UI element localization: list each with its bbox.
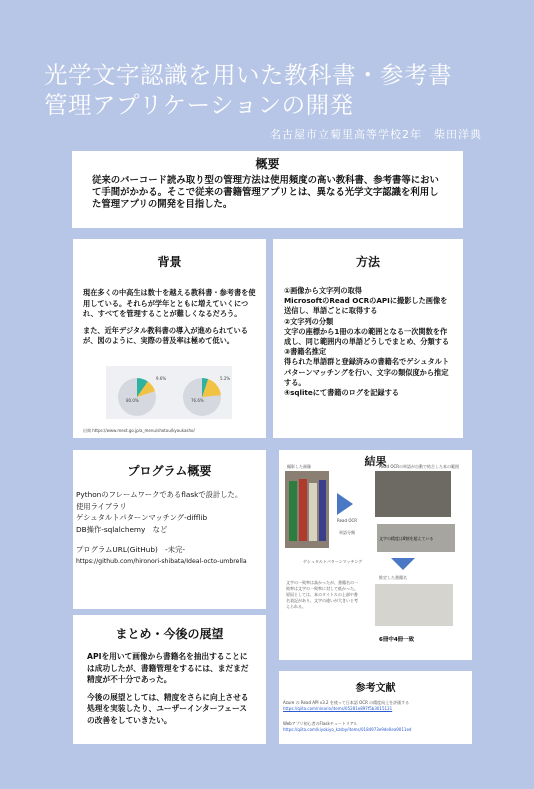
text-caption: 文字の精度は8割を超えている [379, 536, 434, 541]
poster-title-line1: 光学文字認識を用いた教科書・参考書 [44, 61, 452, 89]
method-panel [273, 239, 463, 438]
step-read-ocr: Read OCR [337, 518, 358, 523]
results-score: 6冊中4冊一致 [379, 637, 415, 643]
reference-2-url[interactable]: https://qiita.com/kiyokiyo_kzsby/items/0184973e9de0ea9011ed [283, 727, 412, 732]
chart-label-3: 80.0% [126, 398, 139, 403]
author: 名古屋市立菊里高等学校2年 柴田洋典 [270, 128, 482, 141]
summary-panel [73, 615, 266, 744]
results-panel [279, 450, 472, 660]
method-step1-title: ①画像から文字列の取得 [284, 286, 362, 295]
pie-chart-left [118, 378, 156, 416]
method-step3-title: ③書籍名推定 [284, 347, 327, 357]
program-line1: Pythonのフレームワークであるflaskで設計した。 [76, 490, 243, 499]
program-url[interactable]: https://github.com/hironori-shibata/Ideal-octo-umbrella [76, 557, 247, 565]
step-word-classify: 単語分類 [339, 530, 355, 535]
program-line4: DB操作-sqlalchemy など [76, 524, 168, 534]
arrow-down-icon [391, 558, 415, 570]
matching-label: ゲシュタルトパターンマッチング [303, 559, 363, 564]
estimated-caption: 推定した書籍名 [379, 575, 407, 580]
results-note: 文字の一致率は高かったが、書籍名の一致率は文字の一致率に対して低かった。原因としては、本のタイトルの上部や書名表記があり、文字の違いが大きいと考えられる。 [286, 580, 358, 609]
program-panel [73, 450, 266, 609]
overview-body: 従来のバーコード読み取り型の管理方法は使用頻度の高い教科書、参考書等において手間がかかる。そこで従来の書籍管理アプリとは、異なる光学文字認識を利用した管理アプリの開発を目指した。 [92, 175, 439, 210]
poster-title-line2: 管理アプリケーションの開発 [44, 91, 354, 119]
results-heading: 結果 [364, 455, 387, 468]
program-heading: プログラム概要 [127, 464, 212, 478]
program-line5: プログラムURL(GitHub) -未完- [76, 545, 186, 554]
chart-source: 出典 https://www.mext.go.jp/a_menu/shotou/kyoukasho/ [83, 428, 195, 433]
background-panel [73, 239, 266, 438]
reference-1-url[interactable]: https://qiita.com/ninarin/items/05281e897f5b3015131 [283, 706, 393, 711]
chart-label-1: 9.6% [156, 376, 167, 381]
chart-label-2: 5.2% [220, 376, 231, 381]
estimated-photo [375, 584, 453, 626]
method-step2-title: ②文字列の分類 [284, 316, 334, 326]
summary-p1: APIを用いて画像から書籍名を抽出することには成功したが、書籍管理をするには、まだまだ精度が不十分であった。 [87, 652, 249, 684]
references-panel [279, 671, 472, 744]
overview-heading: 概要 [255, 157, 280, 171]
reference-2: Webアプリ初心者のFlaskチュートリアル [283, 721, 358, 726]
method-step1-body: MicrosoftのRead OCRのAPIに撮影した画像を送信し、単語ごとに取得する [284, 296, 448, 316]
ocr-photo [375, 471, 451, 517]
program-line2: 使用ライブラリ [76, 501, 127, 511]
background-heading: 背景 [157, 255, 182, 269]
reference-1: Azure の Read API v3.2 を使って日本語 OCR の精度向上を評価する [283, 700, 410, 705]
adoption-chart [106, 366, 232, 419]
summary-heading: まとめ・今後の展望 [115, 627, 224, 641]
references-heading: 参考文献 [355, 683, 396, 694]
poster-title [44, 60, 514, 120]
program-line3: ゲシュタルトパターンマッチング-difflib [76, 513, 208, 522]
photo-caption: 撮影した画像 [287, 464, 311, 469]
method-step2-body: 文字の座標から1冊の本の範囲となる一次関数を作成し、同じ範囲内の単語どうしでまとめ、分類する [284, 326, 450, 347]
overview-panel [72, 151, 463, 228]
method-heading: 方法 [355, 255, 380, 269]
method-step4-title: ④sqliteにて書籍のログを記録する [284, 388, 399, 398]
background-p1: 現在多くの中高生は数十を越える教科書・参考書を使用している。それらが学年とともに増えていくにつれ、すべてを管理することが難しくなるだろう。 [83, 288, 256, 318]
arrow-right-icon [337, 493, 353, 515]
summary-p2: 今後の展望としては、精度をさらに向上させる処理を実装したり、ユーザーインターフェースの改善をしていきたい。 [87, 692, 249, 725]
bookshelf-photo [285, 471, 329, 548]
chart-label-4: 76.6% [191, 398, 204, 403]
background-p2: また、近年デジタル教科書の導入が進められているが、図のように、実際の普及率は極めて低い。 [83, 325, 248, 345]
method-step3-body: 得られた単語群と登録済みの書籍名でゲシュタルトパターンマッチングを行い、文字の類似度から推定する。 [284, 357, 450, 387]
pie-chart-right [183, 378, 221, 416]
ocr-caption: Read OCRの単語が自動で結合した本の範囲 [379, 464, 460, 469]
